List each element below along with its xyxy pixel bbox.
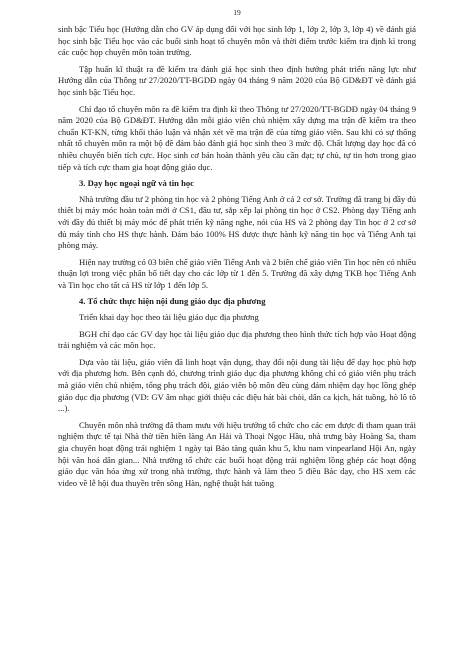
page-number: 19 bbox=[233, 8, 241, 17]
paragraph-training-exam-design: Tập huấn kĩ thuật ra đề kiểm tra đánh giá học sinh theo định hướng phát triển năng lực như Hướng dẫn của Thông tư 27/2020/TT-BGDĐ ngày 04 tháng 9 năm 2020 của Bộ GD&ĐT về đánh giá học sinh bậc Tiểu học. bbox=[58, 63, 416, 97]
paragraph-local-materials: Triển khai dạy học theo tài liệu giáo dục địa phương bbox=[79, 312, 259, 323]
paragraph-field-trips: Chuyên môn nhà trường đã tham mưu với hiệu trưởng tổ chức cho các em được đi tham quan trải nghiệm thực tế tại Nhà thờ tiền hiền làng An Hải và Thoại Ngọc Hầu, nhà trưng bày Hoàng Sa, tham gia chuyên hoạt động trải nghiệm 1 ngày tại Bảo tàng quân khu 5, khu nam vinpearland Hội An, ngày hội văn hoá dân gian... Nhà trường tổ chức các buổi hoạt động trải nghiệm lồng ghép các hoạt động giáo dục văn hóa ứng xử trong nhà trường, thực hành và làm theo 5 điều Bác dạy, cho HS xem các video về lễ hội đua thuyền trên sông Hàn, nghệ thuật hát tuồng bbox=[58, 419, 416, 488]
paragraph-teacher-adaptation: Dựa vào tài liệu, giáo viên đã linh hoạt vận dụng, thay đổi nội dung tài liệu để dạy học phù hợp với địa phương hơn. Bên cạnh đó, chương trình giáo dục địa phương không chỉ có giáo viên phụ trách mà giáo viên chủ nhiệm, tổng phụ trách đội, giáo viên bộ môn đều cùng đảm nhiệm dạy học lồng ghép giáo dục địa phương (VD: GV âm nhạc giới thiệu các điệu hát bài chòi, dân ca kịch, hát tuồng, hò lô tô ...). bbox=[58, 356, 416, 414]
paragraph-tieu-hoc-guidance: sinh bậc Tiểu học (Hướng dẫn cho GV áp dụng đối với học sinh lớp 1, lớp 2, lớp 3, lớp 4) về đánh giá học sinh bậc Tiểu học vào các buổi sinh hoạt tổ chuyên môn và thời điểm trước kiểm tra định kì trong các cuộc họp chuyên môn toàn trường. bbox=[58, 24, 416, 58]
section-heading-local-education: 4. Tổ chức thực hiện nội dung giáo dục địa phương bbox=[79, 296, 266, 307]
paragraph-computer-english-rooms: Nhà trường đầu tư 2 phòng tin học và 2 phòng Tiếng Anh ở cả 2 cơ sở. Trường đã trang bị đầy đủ thiết bị máy móc hoàn toàn mới ở CS1, đầu tư, sắp xếp lại phòng tin học ở CS2. Phòng dạy Tiếng anh với đầy đủ thiết bị máy móc để phát triển kỹ năng nghe, nói của HS và 2 phòng dạy Tin học ở 2 cơ sở đủ máy tính cho HS thực hành. Đảm bảo 100% HS được thực hành kỹ năng tin học và Tiếng Anh tại phòng máy. bbox=[58, 193, 416, 251]
paragraph-bgh-direction: BGH chỉ đạo các GV dạy học tài liệu giáo dục địa phương theo hình thức tích hợp vào Hoạt động trải nghiệm và các môn học. bbox=[58, 328, 416, 351]
paragraph-periodic-exam-direction: Chỉ đạo tổ chuyên môn ra đề kiểm tra định kì theo Thông tư 27/2020/TT-BGDĐ ngày 04 tháng 9 năm 2020 của Bộ GD&ĐT. Hướng dẫn mỗi giáo viên chủ nhiệm xây dựng ma trận đề kiểm tra theo chuẩn KT-KN, từng khối thảo luận và nhận xét về ma trận đề của từng giáo viên. Sau khi có sự thống nhất tổ chuyên môn ra một bộ đề đảm bảo đánh giá học sinh theo 3 mức độ. Chất lượng dạy học đã có nhiều chuyển biến tích cực. Học sinh cơ bản hoàn thành yêu cầu cần đạt; tự chủ, tự tin hơn trong giao tiếp và tích cực tham gia hoạt động giáo dục. bbox=[58, 103, 416, 172]
section-heading-foreign-language-it: 3. Dạy học ngoại ngữ và tin học bbox=[79, 178, 194, 189]
paragraph-teacher-staffing: Hiện nay trường có 03 biên chế giáo viên Tiếng Anh và 2 biên chế giáo viên Tin học nên có nhiều thuận lợi trong việc phân bố tiết dạy cho các lớp từ 1 đến 5. Trường đã xây dựng TKB học Tiếng Anh và Tin học cho tất cả HS từ lớp 1 đến lớp 5. bbox=[58, 256, 416, 290]
